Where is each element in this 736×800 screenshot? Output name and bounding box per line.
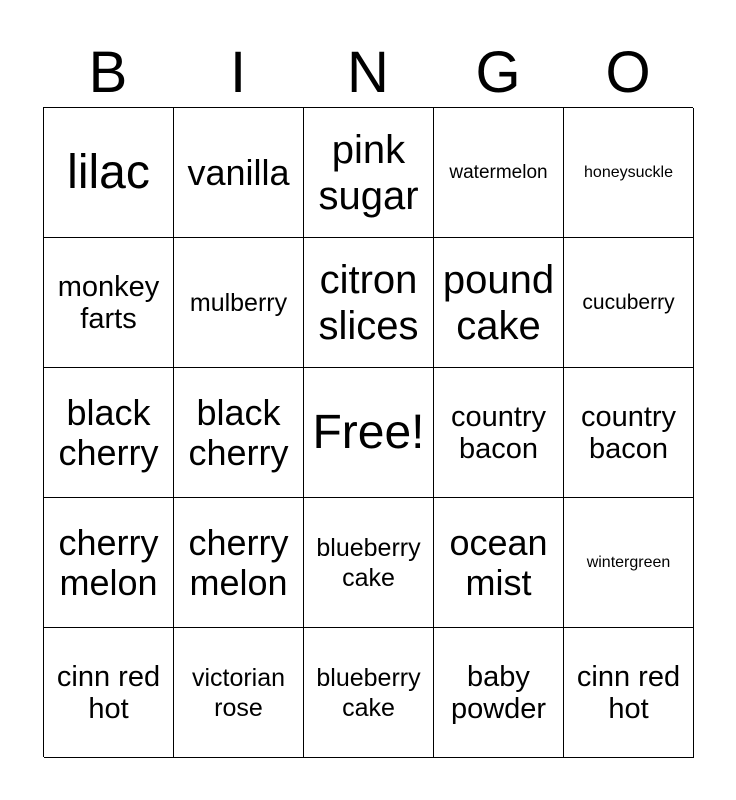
bingo-cell[interactable] (434, 498, 564, 628)
bingo-cell[interactable] (434, 238, 564, 368)
cell-label: country bacon (450, 400, 547, 465)
bingo-cell[interactable] (304, 238, 434, 368)
cell-label: honeysuckle (584, 163, 673, 181)
cell-label: victorian rose (191, 663, 286, 722)
bingo-free-space[interactable] (304, 368, 434, 498)
bingo-cell[interactable] (434, 368, 564, 498)
cell-label: citron slices (318, 257, 419, 348)
header-letter-b: B (88, 40, 128, 105)
bingo-cell[interactable] (174, 498, 304, 628)
header-letter-n: N (347, 40, 389, 105)
bingo-cell[interactable] (174, 368, 304, 498)
cell-label: cinn red hot (56, 660, 161, 725)
bingo-cell[interactable] (304, 628, 434, 758)
bingo-cell[interactable] (304, 498, 434, 628)
cell-label: blueberry cake (316, 663, 421, 722)
bingo-card-grid (43, 107, 693, 757)
bingo-cell[interactable] (44, 238, 174, 368)
bingo-cell[interactable] (304, 108, 434, 238)
bingo-cell[interactable] (174, 238, 304, 368)
bingo-cell[interactable] (174, 108, 304, 238)
bingo-cell[interactable] (564, 628, 694, 758)
cell-label: ocean mist (449, 521, 548, 603)
cell-label: baby powder (450, 660, 547, 725)
cell-label: lilac (67, 145, 150, 199)
bingo-cell[interactable] (44, 628, 174, 758)
cell-label: watermelon (449, 161, 548, 183)
header-letter-o: O (605, 40, 651, 105)
cell-label: mulberry (189, 288, 288, 317)
bingo-cell[interactable] (564, 238, 694, 368)
bingo-cell[interactable] (434, 628, 564, 758)
bingo-cell[interactable] (564, 368, 694, 498)
bingo-cell[interactable] (434, 108, 564, 238)
bingo-cell[interactable] (564, 498, 694, 628)
header-letter-g: G (475, 40, 521, 105)
cell-label: cherry melon (58, 521, 159, 603)
free-space-label: Free! (312, 405, 425, 459)
cell-label: black cherry (58, 391, 159, 473)
cell-label: cherry melon (188, 521, 289, 603)
bingo-cell[interactable] (174, 628, 304, 758)
cell-label: cucuberry (582, 290, 675, 314)
cell-label: pink sugar (318, 127, 419, 218)
bingo-header (43, 40, 693, 106)
bingo-cell[interactable] (44, 108, 174, 238)
cell-label: country bacon (580, 400, 677, 465)
cell-label: cinn red hot (576, 660, 681, 725)
bingo-cell[interactable] (44, 498, 174, 628)
cell-label: wintergreen (586, 553, 671, 571)
cell-label: monkey farts (57, 270, 160, 335)
header-letter-i: I (229, 40, 247, 105)
cell-label: pound cake (442, 257, 555, 348)
bingo-cell[interactable] (44, 368, 174, 498)
cell-label: blueberry cake (316, 533, 421, 592)
cell-label: vanilla (187, 151, 290, 193)
cell-label: black cherry (188, 391, 289, 473)
bingo-cell[interactable] (564, 108, 694, 238)
